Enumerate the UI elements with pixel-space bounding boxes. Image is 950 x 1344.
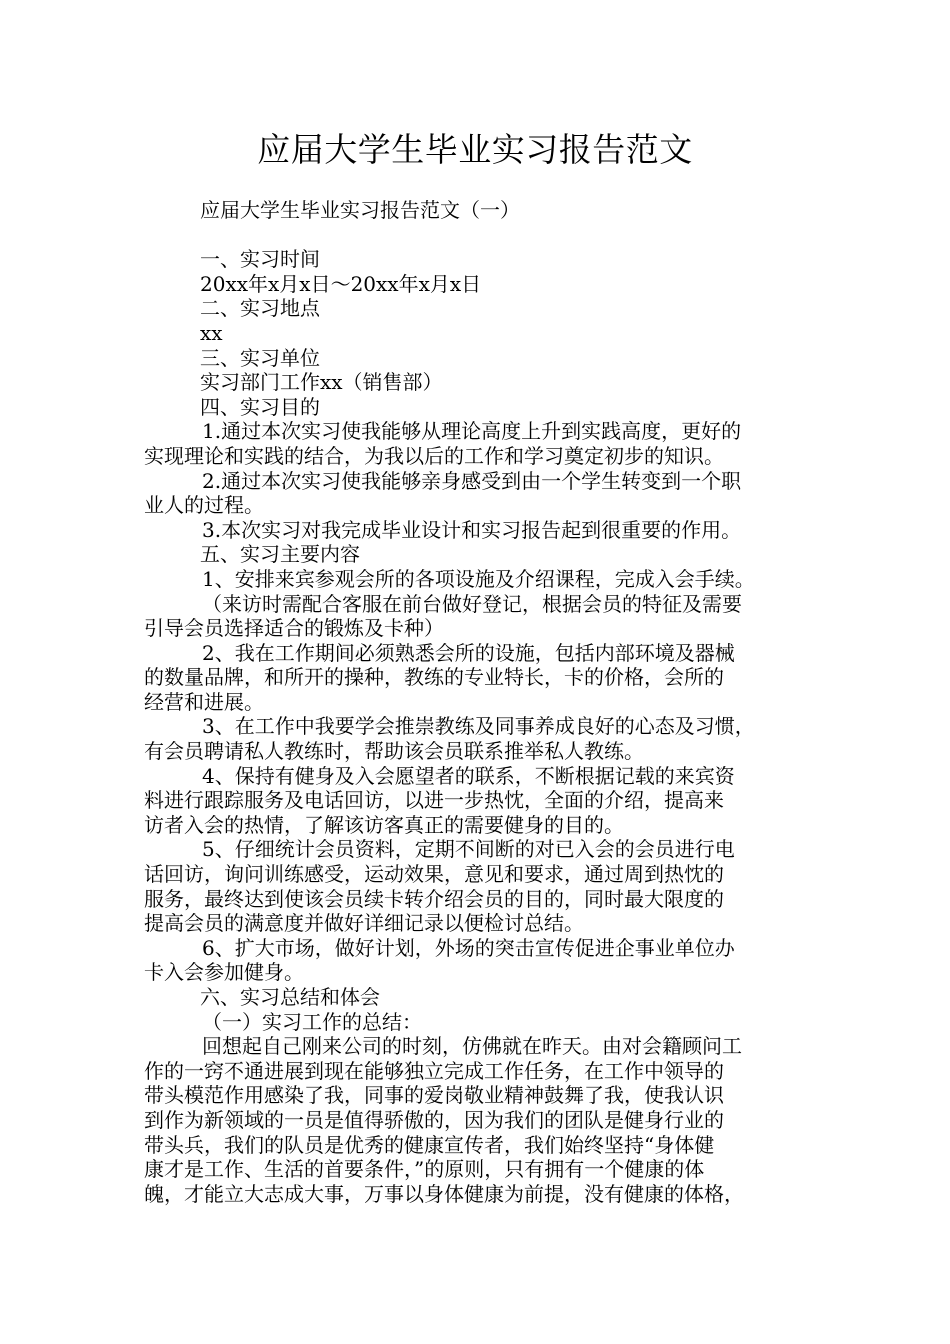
body-line: 1、安排来宾参观会所的各项设施及介绍课程，完成入会手续。 (202, 566, 755, 591)
body-line: 带头兵，我们的队员是优秀的健康宣传者，我们始终坚持“身体健 (144, 1132, 715, 1157)
body-line: 6、扩大市场，做好计划，外场的突击宣传促进企事业单位办 (202, 935, 735, 960)
body-line: 3.本次实习对我完成毕业设计和实习报告起到很重要的作用。 (202, 517, 742, 542)
body-line: 三、实习单位 (200, 345, 320, 370)
body-line: 作的一窍不通进展到现在能够独立完成工作任务，在工作中领导的 (144, 1058, 724, 1083)
body-line: 实现理论和实践的结合，为我以后的工作和学习奠定初步的知识。 (144, 443, 724, 468)
body-line: 有会员聘请私人教练时，帮助该会员联系推举私人教练。 (144, 739, 644, 764)
blank-line (144, 223, 809, 248)
body-line: 5、仔细统计会员资料，定期不间断的对已入会的会员进行电 (202, 837, 735, 862)
body-lines (144, 247, 809, 1206)
body-line: 20xx年x月x日～20xx年x月x日 (200, 271, 482, 296)
body-line: 业人的过程。 (144, 493, 264, 518)
body-line: 六、实习总结和体会 (200, 985, 380, 1009)
body-line: 话回访，询问训练感受，运动效果，意见和要求，通过周到热忱的 (144, 862, 724, 887)
body-line: 服务，最终达到使该会员续卡转介绍会员的目的，同时最大限度的 (144, 886, 724, 911)
body-line: 五、实习主要内容 (200, 542, 360, 567)
body-line: 回想起自己刚来公司的时刻，仿佛就在昨天。由对会籍顾问工 (202, 1034, 742, 1059)
section-subtitle: 应届大学生毕业实习报告范文（一） (200, 198, 520, 222)
body-line: 卡入会参加健身。 (144, 960, 304, 985)
body-line: 康才是工作、生活的首要条件，”的原则，只有拥有一个健康的体 (144, 1157, 705, 1182)
body-line: 四、实习目的 (200, 394, 320, 419)
document-title: 应届大学生毕业实习报告范文 (257, 130, 693, 169)
body-line: 访者入会的热情，了解该访客真正的需要健身的目的。 (144, 812, 624, 837)
body-line: 2、我在工作期间必须熟悉会所的设施，包括内部环境及器械 (202, 640, 735, 665)
body-line: 提高会员的满意度并做好详细记录以便检讨总结。 (144, 911, 584, 936)
body-line: （来访时需配合客服在前台做好登记，根据会员的特征及需要 (202, 591, 742, 616)
body-line: 带头模范作用感染了我，同事的爱岗敬业精神鼓舞了我，使我认识 (144, 1083, 724, 1108)
document-body (144, 198, 809, 1206)
body-line: 魄，才能立大志成大事，万事以身体健康为前提，没有健康的体格， (144, 1181, 744, 1206)
body-line: 料进行跟踪服务及电话回访，以进一步热忱，全面的介绍，提高来 (144, 788, 724, 813)
body-line: 二、实习地点 (200, 296, 320, 321)
body-line: 到作为新领域的一员是值得骄傲的，因为我们的团队是健身行业的 (144, 1107, 724, 1132)
body-line: 实习部门工作xx（销售部） (200, 370, 443, 395)
body-line: 2.通过本次实习使我能够亲身感受到由一个学生转变到一个职 (202, 468, 742, 493)
body-line: 引导会员选择适合的锻炼及卡种） (144, 616, 444, 641)
body-line: 3、在工作中我要学会推崇教练及同事养成良好的心态及习惯， (202, 714, 755, 739)
body-line: 的数量品牌，和所开的操种，教练的专业特长，卡的价格，会所的 (144, 665, 724, 690)
body-line: 经营和进展。 (144, 689, 264, 714)
body-line: 1.通过本次实习使我能够从理论高度上升到实践高度，更好的 (202, 419, 742, 444)
body-line: xx (200, 320, 223, 345)
body-line: 4、保持有健身及入会愿望者的联系，不断根据记载的来宾资 (202, 763, 735, 788)
body-line: 一、实习时间 (200, 247, 320, 272)
body-line: （一）实习工作的总结： (202, 1009, 422, 1034)
